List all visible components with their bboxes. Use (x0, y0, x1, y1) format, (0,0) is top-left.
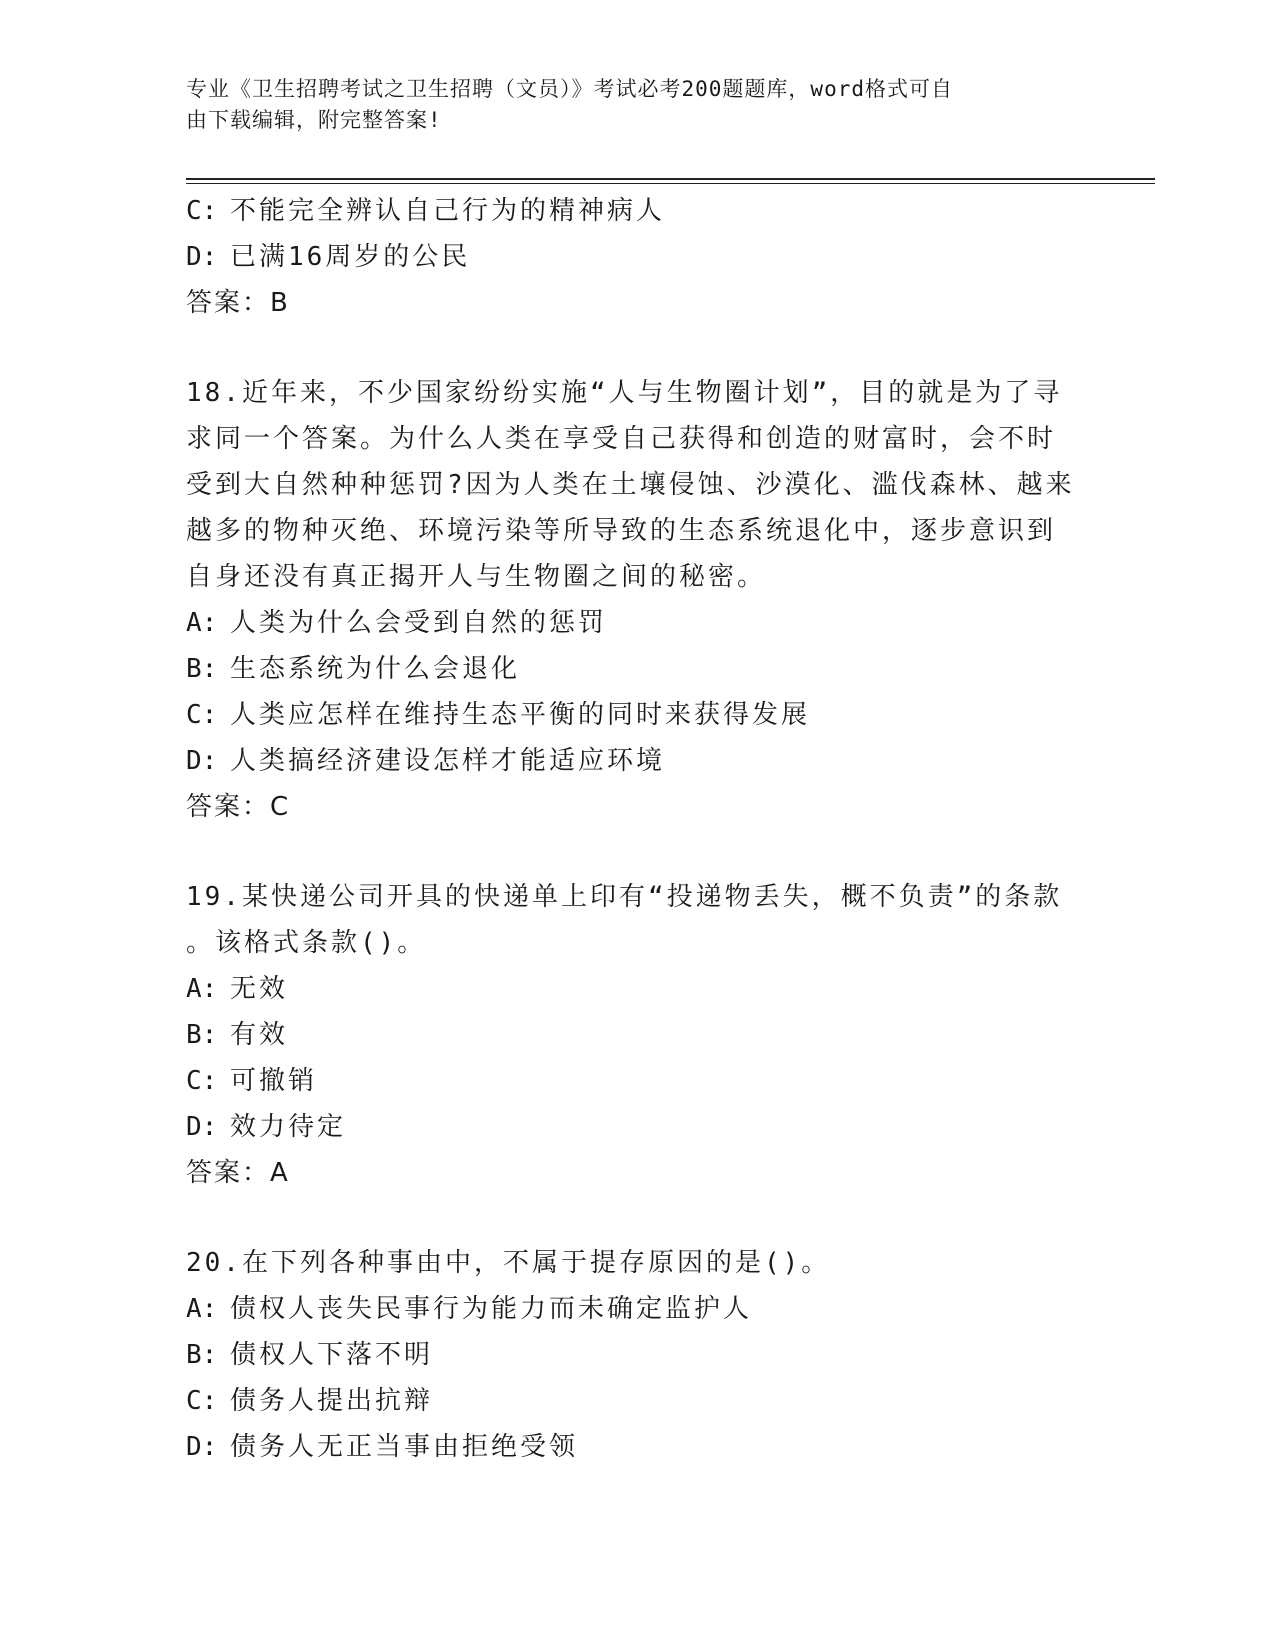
option-key: D: (186, 242, 218, 272)
header-rule-thick (186, 178, 1155, 180)
option-b (186, 1012, 1086, 1058)
option-c (186, 692, 1086, 738)
option-b (186, 1332, 1086, 1378)
question-17-tail (186, 188, 1086, 326)
option-key: C: (186, 700, 218, 730)
option-key: B: (186, 654, 218, 684)
option-text: 人类应怎样在维持生态平衡的同时来获得发展 (230, 700, 811, 730)
answer-line: 答案：C (186, 792, 291, 822)
option-key: D: (186, 746, 218, 776)
question-text-line: 。该格式条款()。 (186, 928, 427, 958)
document-body (186, 188, 1086, 1470)
option-d (186, 1104, 1086, 1150)
option-key: D: (186, 1432, 218, 1462)
question-text-line: 求同一个答案。为什么人类在享受自己获得和创造的财富时，会不时 (186, 424, 1057, 454)
question-19 (186, 874, 1086, 1196)
spacer (186, 326, 1086, 370)
answer-line: 答案：A (186, 1158, 290, 1188)
option-text: 债权人下落不明 (230, 1340, 434, 1370)
option-text: 可撤销 (230, 1066, 318, 1096)
question-20 (186, 1240, 1086, 1470)
document-header (186, 74, 1066, 136)
option-key: C: (186, 1066, 218, 1096)
spacer (186, 1196, 1086, 1240)
header-rule-thin (186, 183, 1155, 184)
option-text: 人类搞经济建设怎样才能适应环境 (230, 746, 666, 776)
option-key: A: (186, 608, 218, 638)
option-text: 有效 (230, 1020, 289, 1050)
option-text: 效力待定 (230, 1112, 347, 1142)
question-text-line: 越多的物种灭绝、环境污染等所导致的生态系统退化中，逐步意识到 (186, 516, 1057, 546)
option-key: B: (186, 1020, 218, 1050)
option-c (186, 1058, 1086, 1104)
question-text-line: 18.近年来，不少国家纷纷实施“人与生物圈计划”，目的就是为了寻 (186, 378, 1063, 408)
option-a (186, 600, 1086, 646)
option-key: B: (186, 1340, 218, 1370)
option-a (186, 1286, 1086, 1332)
option-b (186, 646, 1086, 692)
option-text: 生态系统为什么会退化 (230, 654, 521, 684)
option-a (186, 966, 1086, 1012)
option-key: A: (186, 1294, 218, 1324)
option-text: 债务人无正当事由拒绝受领 (230, 1432, 579, 1462)
option-key: C: (186, 196, 218, 226)
header-line-2: 由下载编辑，附完整答案! (186, 108, 442, 132)
question-text-line: 20.在下列各种事由中，不属于提存原因的是()。 (186, 1248, 831, 1278)
spacer (186, 830, 1086, 874)
question-text-line: 自身还没有真正揭开人与生物圈之间的秘密。 (186, 562, 767, 592)
option-key: A: (186, 974, 218, 1004)
option-d (186, 738, 1086, 784)
option-text: 不能完全辨认自己行为的精神病人 (230, 196, 666, 226)
option-c (186, 188, 1086, 234)
option-text: 已满16周岁的公民 (230, 242, 471, 272)
question-text-line: 受到大自然种种惩罚?因为人类在土壤侵蚀、沙漠化、滥伐森林、越来 (186, 470, 1075, 500)
question-18 (186, 370, 1086, 830)
option-d (186, 234, 1086, 280)
option-d (186, 1424, 1086, 1470)
option-c (186, 1378, 1086, 1424)
option-text: 债权人丧失民事行为能力而未确定监护人 (230, 1294, 753, 1324)
answer-line: 答案：B (186, 288, 290, 318)
option-text: 人类为什么会受到自然的惩罚 (230, 608, 608, 638)
header-line-1: 专业《卫生招聘考试之卫生招聘（文员）》考试必考200题题库，word格式可自 (186, 77, 953, 101)
option-text: 债务人提出抗辩 (230, 1386, 434, 1416)
option-key: D: (186, 1112, 218, 1142)
option-key: C: (186, 1386, 218, 1416)
question-text-line: 19.某快递公司开具的快递单上印有“投递物丢失，概不负责”的条款 (186, 882, 1063, 912)
option-text: 无效 (230, 974, 289, 1004)
